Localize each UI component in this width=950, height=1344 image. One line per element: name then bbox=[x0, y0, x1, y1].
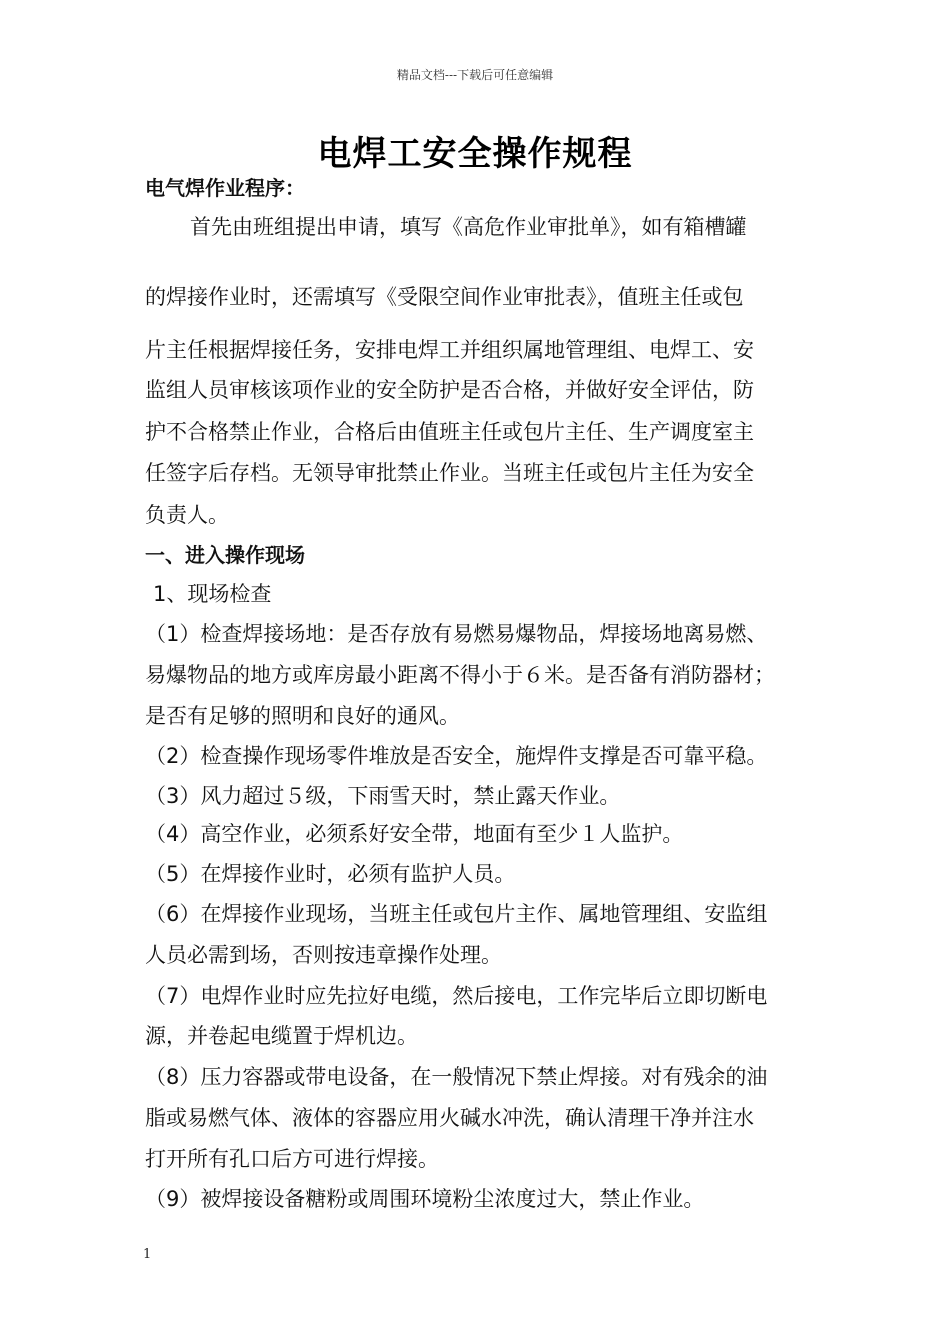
list-item-line: （6）在焊接作业现场，当班主任或包片主作、属地管理组、安监组 bbox=[145, 902, 768, 926]
header-note: 精品文档---下载后可任意编辑 bbox=[396, 68, 554, 82]
list-item-line: 打开所有孔口后方可进行焊接。 bbox=[145, 1147, 439, 1171]
paragraph-line: 护不合格禁止作业，合格后由值班主任或包片主任、生产调度室主 bbox=[145, 420, 754, 444]
list-item-line: 脂或易燃气体、液体的容器应用火碱水冲洗，确认清理干净并注水 bbox=[145, 1106, 754, 1130]
list-item-line: （7）电焊作业时应先拉好电缆，然后接电，工作完毕后立即切断电 bbox=[145, 984, 768, 1008]
list-item-line: 人员必需到场，否则按违章操作处理。 bbox=[145, 943, 502, 967]
list-item-line: （8）压力容器或带电设备，在一般情况下禁止焊接。对有残余的油 bbox=[145, 1065, 768, 1089]
list-item-line: 是否有足够的照明和良好的通风。 bbox=[145, 704, 460, 728]
section-heading-welding-procedure: 电气焊作业程序： bbox=[145, 176, 305, 200]
document-title: 电焊工安全操作规程 bbox=[317, 134, 633, 174]
paragraph-line: 任签字后存档。无领导审批禁止作业。当班主任或包片主任为安全 bbox=[145, 461, 754, 485]
list-item-line: 源，并卷起电缆置于焊机边。 bbox=[145, 1024, 418, 1048]
list-item-line: （4）高空作业，必须系好安全带，地面有至少１人监护。 bbox=[145, 822, 684, 846]
list-item-line: （2）检查操作现场零件堆放是否安全，施焊件支撑是否可靠平稳。 bbox=[145, 744, 768, 768]
list-item-line: （9）被焊接设备糖粉或周围环境粉尘浓度过大，禁止作业。 bbox=[145, 1187, 705, 1211]
paragraph-line: 片主任根据焊接任务，安排电焊工并组织属地管理组、电焊工、安 bbox=[145, 338, 754, 362]
list-item-line: 易爆物品的地方或库房最小距离不得小于６米。是否备有消防器材； bbox=[145, 663, 775, 687]
paragraph-line: 负责人。 bbox=[145, 503, 229, 527]
subsection-heading-site-check: 1、现场检查 bbox=[153, 582, 272, 606]
paragraph-line: 首先由班组提出申请，填写《高危作业审批单》，如有箱槽罐 bbox=[190, 215, 747, 239]
paragraph-line: 监组人员审核该项作业的安全防护是否合格，并做好安全评估，防 bbox=[145, 378, 754, 402]
list-item-line: （1）检查焊接场地：是否存放有易燃易爆物品，焊接场地离易燃、 bbox=[145, 622, 768, 646]
paragraph-line: 的焊接作业时，还需填写《受限空间作业审批表》，值班主任或包 bbox=[145, 285, 744, 309]
list-item-line: （5）在焊接作业时，必须有监护人员。 bbox=[145, 862, 516, 886]
section-heading-enter-site: 一、进入操作现场 bbox=[145, 543, 305, 567]
list-item-line: （3）风力超过５级，下雨雪天时，禁止露天作业。 bbox=[145, 784, 621, 808]
page-number: 1 bbox=[143, 1247, 152, 1262]
